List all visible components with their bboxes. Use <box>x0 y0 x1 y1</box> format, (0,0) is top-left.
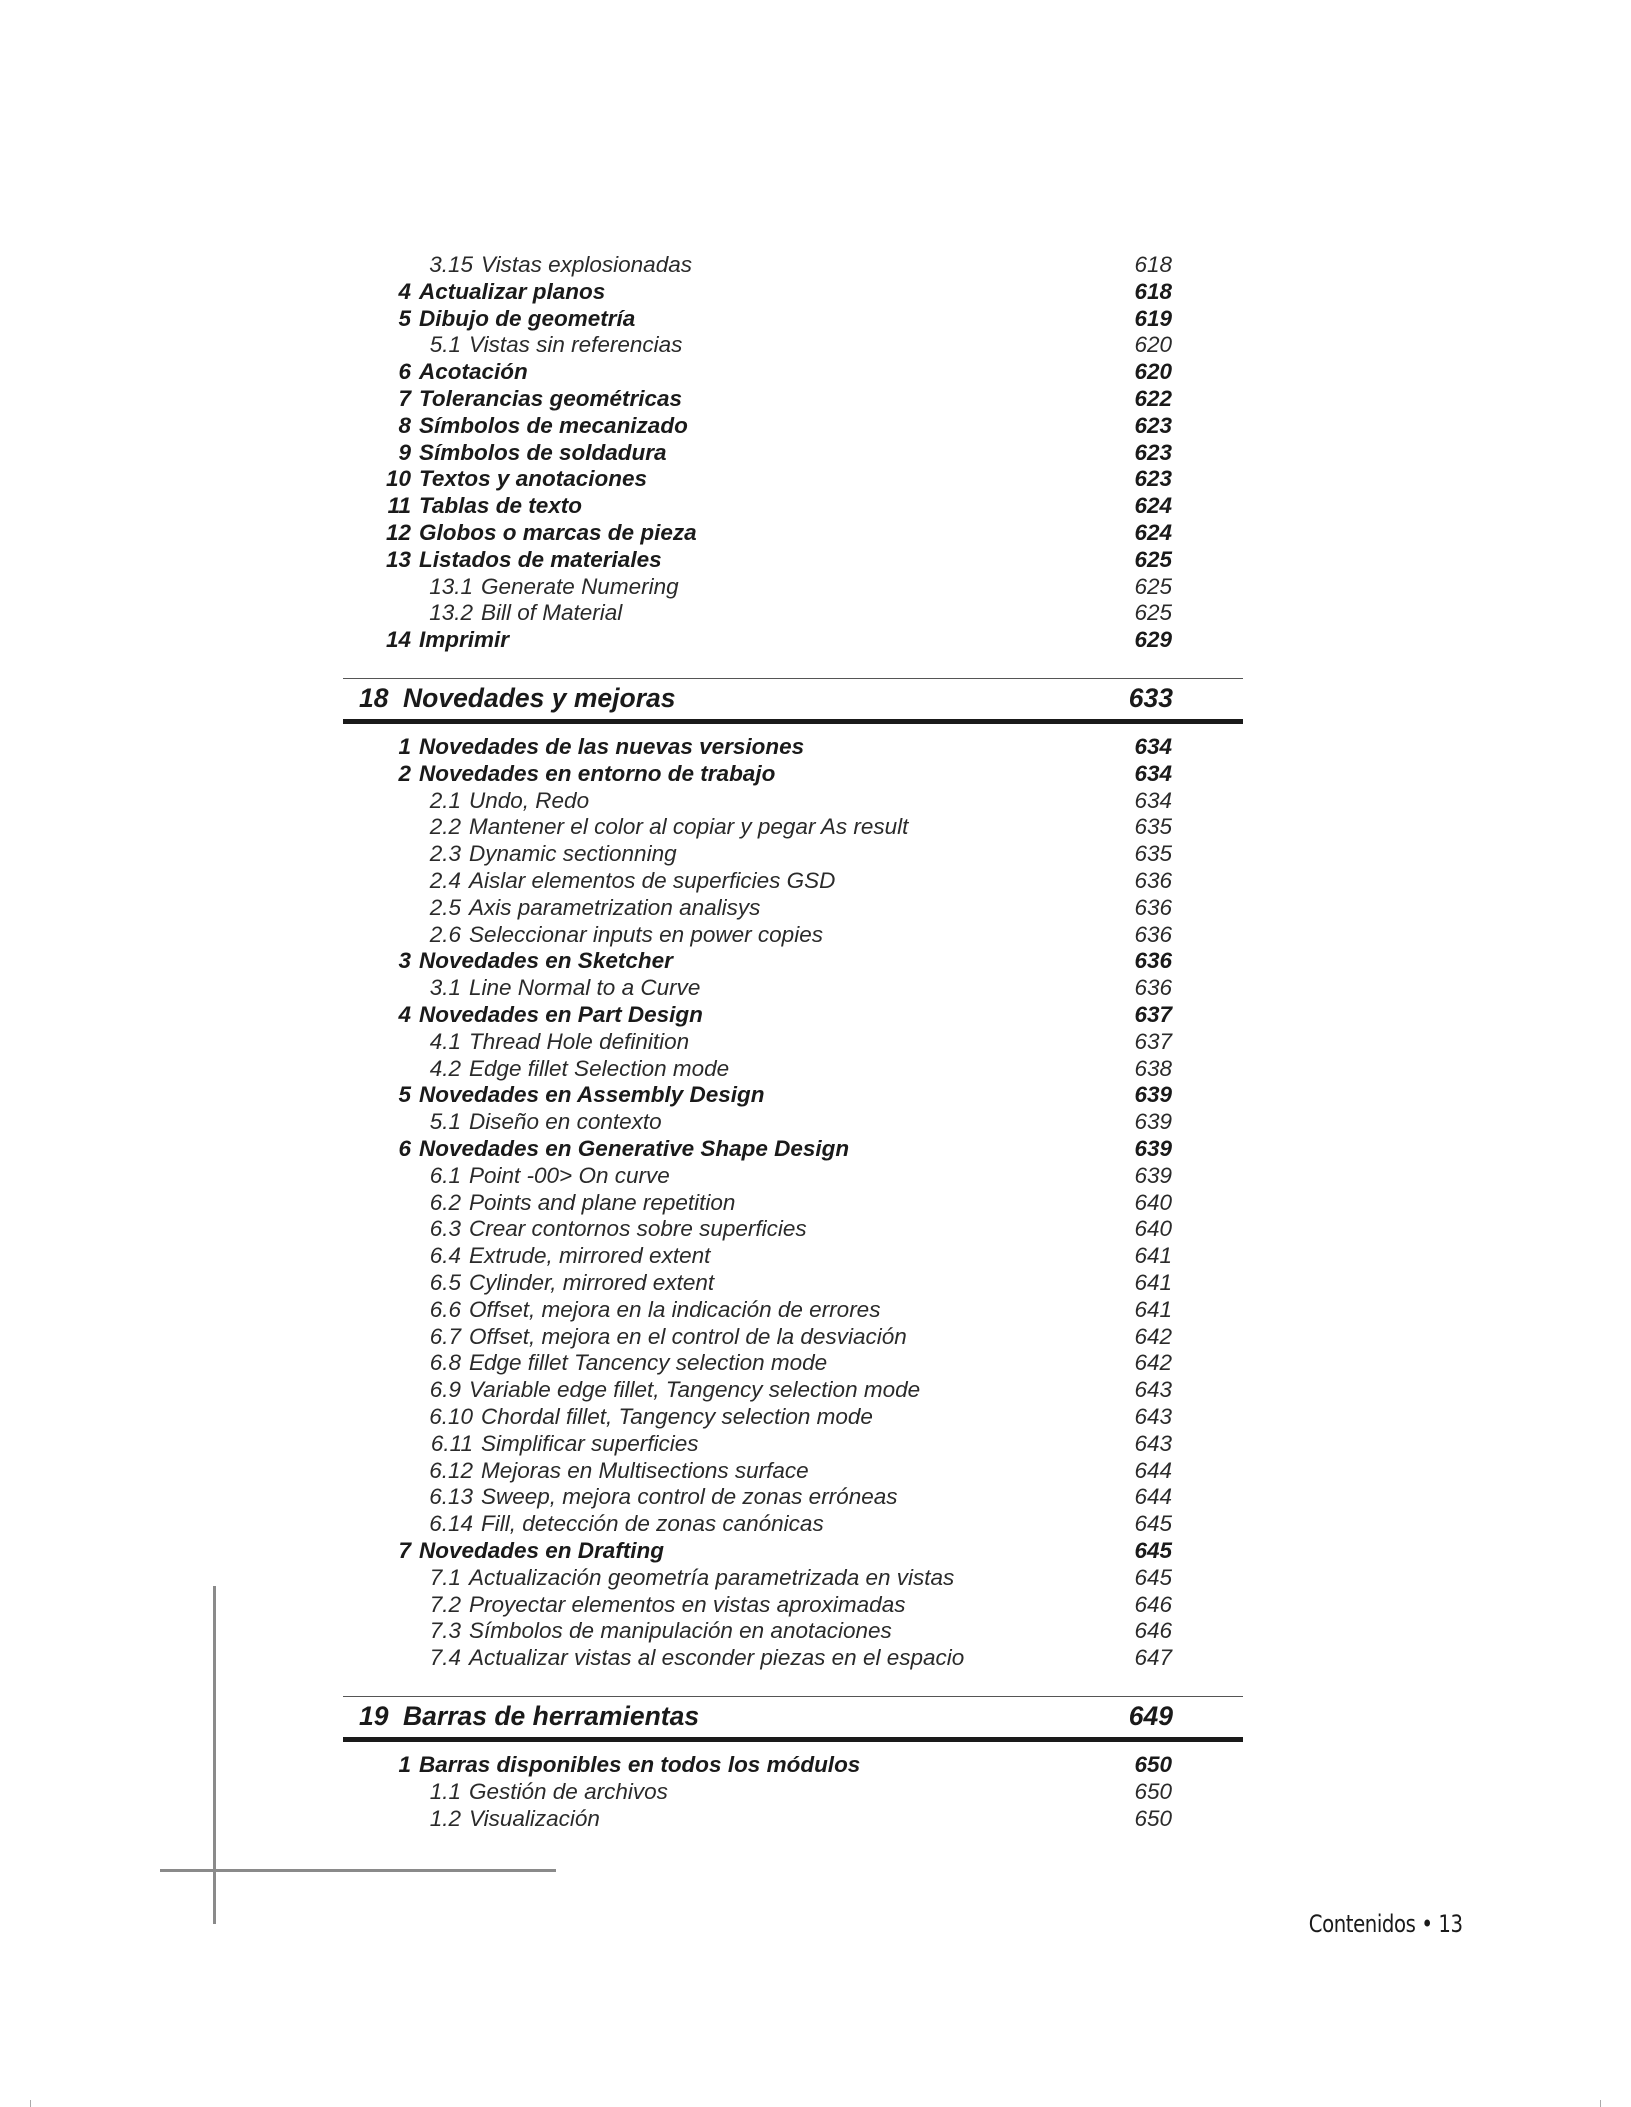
entry-number: 6.3 <box>429 1216 461 1242</box>
entry-number: 7.4 <box>429 1645 461 1671</box>
entry-title: Mejoras en Multisections surface <box>481 1457 809 1483</box>
toc-subentry <box>0 975 1172 1001</box>
entry-title: Actualizar planos <box>419 278 606 304</box>
entry-title: Visualización <box>469 1805 600 1831</box>
entry-number: 13 <box>385 546 411 572</box>
toc-subentry <box>0 252 1172 278</box>
entry-title: Diseño en contexto <box>469 1109 662 1135</box>
toc-subentry <box>0 1270 1172 1296</box>
entry-number: 6.7 <box>429 1323 461 1349</box>
entry-number: 6 <box>398 1136 411 1161</box>
entry-title: Dibujo de geometría <box>419 305 636 331</box>
toc-subentry <box>0 814 1172 840</box>
entry-page: 623 <box>1134 412 1172 438</box>
entry-page: 637 <box>1134 1028 1172 1054</box>
entry-title: Barras disponibles en todos los módulos <box>419 1752 861 1777</box>
toc-entry <box>0 948 1172 974</box>
entry-title: Line Normal to a Curve <box>469 975 701 1001</box>
toc-subentry <box>0 1056 1172 1082</box>
entry-title: Novedades en Assembly Design <box>419 1082 765 1108</box>
entry-page: 622 <box>1134 386 1172 411</box>
entry-page: 643 <box>1134 1377 1172 1403</box>
entry-title: Vistas explosionadas <box>481 252 692 277</box>
entry-number: 6.8 <box>429 1350 461 1376</box>
entry-page: 636 <box>1134 921 1172 947</box>
entry-number: 4.2 <box>429 1055 461 1081</box>
entry-number: 5.1 <box>429 1109 461 1135</box>
toc-entry <box>0 413 1172 439</box>
entry-title: Edge fillet Tancency selection mode <box>469 1350 828 1376</box>
entry-title: Textos y anotaciones <box>419 466 647 492</box>
toc-entry <box>0 547 1172 573</box>
entry-number: 9 <box>398 439 411 465</box>
chapter-page: 633 <box>1128 683 1173 713</box>
entry-page: 639 <box>1134 1082 1172 1108</box>
entry-title: Novedades en entorno de trabajo <box>419 760 776 786</box>
entry-number: 1 <box>398 1752 411 1777</box>
entry-page: 646 <box>1134 1591 1172 1617</box>
entry-title: Novedades en Part Design <box>419 1002 703 1027</box>
entry-title: Mantener el color al copiar y pegar As result <box>469 814 909 840</box>
entry-title: Globos o marcas de pieza <box>419 520 697 545</box>
chapter-heading <box>343 1696 1243 1742</box>
crop-mark-vertical <box>213 1586 216 1924</box>
entry-page: 625 <box>1134 546 1172 572</box>
entry-number: 6.12 <box>429 1457 473 1483</box>
entry-title: Offset, mejora en el control de la desviación <box>469 1323 907 1349</box>
toc-entry <box>0 734 1172 760</box>
toc-subentry <box>0 1324 1172 1350</box>
chapter-title: Novedades y mejoras <box>403 683 676 713</box>
toc-entry <box>0 520 1172 546</box>
toc-subentry <box>0 1297 1172 1323</box>
entry-title: Novedades en Drafting <box>419 1538 665 1563</box>
toc-subentry <box>0 1377 1172 1403</box>
crop-mark-horizontal <box>160 1869 556 1872</box>
entry-title: Novedades en Generative Shape Design <box>419 1136 850 1161</box>
entry-number: 2.1 <box>429 787 461 813</box>
entry-title: Cylinder, mirrored extent <box>469 1270 715 1295</box>
entry-number: 2.2 <box>429 814 461 840</box>
entry-title: Novedades de las nuevas versiones <box>419 734 805 759</box>
entry-page: 641 <box>1134 1243 1172 1269</box>
entry-title: Proyectar elementos en vistas aproximadas <box>469 1591 906 1617</box>
entry-number: 6.9 <box>429 1377 461 1403</box>
entry-page: 634 <box>1134 760 1172 786</box>
entry-number: 11 <box>387 493 411 519</box>
entry-number: 3.15 <box>429 252 473 277</box>
entry-page: 641 <box>1134 1296 1172 1322</box>
toc-subentry <box>0 1109 1172 1135</box>
toc-subentry <box>0 1618 1172 1644</box>
chapter-number: 18 <box>359 683 389 713</box>
toc-subentry <box>0 332 1172 358</box>
toc-subentry <box>0 1350 1172 1376</box>
entry-title: Points and plane repetition <box>469 1189 736 1215</box>
toc-subentry <box>0 1458 1172 1484</box>
entry-page: 625 <box>1134 600 1172 626</box>
toc-entry <box>0 386 1172 412</box>
entry-number: 2.6 <box>429 921 461 947</box>
toc-entry <box>0 279 1172 305</box>
entry-page: 625 <box>1134 573 1172 599</box>
toc-subentry <box>0 1190 1172 1216</box>
entry-page: 635 <box>1134 841 1172 867</box>
entry-number: 14 <box>385 627 411 653</box>
entry-number: 7.1 <box>429 1564 461 1590</box>
entry-page: 624 <box>1134 493 1172 519</box>
entry-page: 629 <box>1134 627 1172 653</box>
entry-title: Tolerancias geométricas <box>419 386 683 411</box>
entry-page: 634 <box>1134 787 1172 813</box>
entry-number: 4 <box>398 278 411 304</box>
entry-page: 639 <box>1134 1109 1172 1135</box>
entry-page: 636 <box>1134 894 1172 920</box>
entry-number: 6.11 <box>430 1430 473 1456</box>
entry-number: 2 <box>398 760 411 786</box>
entry-number: 3 <box>398 948 411 974</box>
entry-page: 634 <box>1134 734 1172 759</box>
entry-page: 639 <box>1134 1162 1172 1188</box>
toc-subentry <box>0 600 1172 626</box>
entry-title: Axis parametrization analisys <box>469 894 761 920</box>
entry-number: 10 <box>385 466 411 492</box>
entry-number: 6.1 <box>429 1162 461 1188</box>
entry-title: Gestión de archivos <box>469 1778 668 1804</box>
toc-entry <box>0 1002 1172 1028</box>
trim-tick <box>1600 2100 1601 2107</box>
entry-page: 650 <box>1134 1805 1172 1831</box>
entry-title: Undo, Redo <box>469 787 590 813</box>
entry-title: Imprimir <box>419 627 510 653</box>
entry-page: 636 <box>1134 975 1172 1001</box>
entry-number: 13.2 <box>429 600 473 626</box>
toc-subentry <box>0 574 1172 600</box>
toc-subentry <box>0 1511 1172 1537</box>
entry-number: 7.2 <box>429 1591 461 1617</box>
chapter-title: Barras de herramientas <box>403 1701 700 1731</box>
entry-page: 619 <box>1134 305 1172 331</box>
toc-entry <box>0 359 1172 385</box>
entry-page: 644 <box>1134 1457 1172 1483</box>
entry-page: 636 <box>1134 868 1172 893</box>
toc-entry <box>0 493 1172 519</box>
entry-title: Chordal fillet, Tangency selection mode <box>481 1404 873 1429</box>
toc-subentry <box>0 1431 1172 1457</box>
entry-number: 2.5 <box>429 894 461 920</box>
toc-entry <box>0 627 1172 653</box>
entry-title: Simplificar superficies <box>481 1430 699 1456</box>
entry-number: 1.1 <box>429 1778 461 1804</box>
entry-page: 639 <box>1134 1136 1172 1161</box>
entry-page: 636 <box>1134 948 1172 974</box>
entry-page: 620 <box>1134 332 1172 358</box>
entry-page: 618 <box>1134 252 1172 277</box>
entry-number: 6.14 <box>429 1511 473 1537</box>
entry-title: Símbolos de manipulación en anotaciones <box>469 1618 892 1644</box>
entry-page: 642 <box>1134 1323 1172 1349</box>
entry-title: Acotación <box>419 359 528 385</box>
entry-page: 645 <box>1134 1511 1172 1537</box>
toc-subentry <box>0 922 1172 948</box>
entry-number: 6.2 <box>429 1189 461 1215</box>
entry-title: Símbolos de mecanizado <box>419 412 688 438</box>
toc-subentry <box>0 1216 1172 1242</box>
toc-subentry <box>0 788 1172 814</box>
toc-subentry <box>0 1779 1172 1805</box>
toc-entry <box>0 1538 1172 1564</box>
entry-number: 5.1 <box>429 332 461 358</box>
entry-number: 6.13 <box>429 1484 473 1510</box>
toc-entry <box>0 761 1172 787</box>
entry-page: 650 <box>1134 1778 1172 1804</box>
entry-page: 650 <box>1134 1752 1172 1777</box>
entry-title: Seleccionar inputs en power copies <box>469 921 823 947</box>
entry-title: Edge fillet Selection mode <box>469 1055 730 1081</box>
entry-page: 642 <box>1134 1350 1172 1376</box>
entry-title: Dynamic sectionning <box>469 841 677 867</box>
toc-subentry <box>0 1029 1172 1055</box>
entry-title: Fill, detección de zonas canónicas <box>481 1511 824 1537</box>
toc-entry <box>0 1752 1172 1778</box>
entry-title: Crear contornos sobre superficies <box>469 1216 807 1242</box>
entry-page: 638 <box>1134 1055 1172 1081</box>
toc-subentry <box>0 1484 1172 1510</box>
entry-page: 643 <box>1134 1430 1172 1456</box>
entry-page: 635 <box>1134 814 1172 840</box>
page-footer: Contenidos • 13 <box>1309 1910 1463 1938</box>
entry-title: Bill of Material <box>481 600 623 626</box>
entry-number: 7.3 <box>429 1618 461 1644</box>
toc-subentry <box>0 1404 1172 1430</box>
entry-page: 637 <box>1134 1002 1172 1027</box>
entry-number: 7 <box>398 1538 411 1563</box>
entry-page: 623 <box>1134 466 1172 492</box>
trim-tick <box>30 2100 31 2107</box>
entry-title: Thread Hole definition <box>469 1028 690 1054</box>
entry-number: 12 <box>385 520 411 545</box>
entry-page: 623 <box>1134 439 1172 465</box>
entry-title: Novedades en Sketcher <box>419 948 673 974</box>
entry-title: Actualización geometría parametrizada en vistas <box>469 1564 955 1590</box>
entry-number: 7 <box>398 386 411 411</box>
entry-number: 6.10 <box>429 1404 473 1429</box>
entry-page: 640 <box>1134 1189 1172 1215</box>
toc-subentry <box>0 1592 1172 1618</box>
entry-page: 646 <box>1134 1618 1172 1644</box>
chapter-heading <box>343 678 1243 724</box>
entry-title: Aislar elementos de superficies GSD <box>469 868 836 893</box>
entry-page: 645 <box>1134 1564 1172 1590</box>
entry-page: 620 <box>1134 359 1172 385</box>
entry-title: Point -00> On curve <box>469 1162 670 1188</box>
entry-page: 645 <box>1134 1538 1172 1563</box>
entry-title: Offset, mejora en la indicación de errores <box>469 1296 881 1322</box>
entry-title: Variable edge fillet, Tangency selection mode <box>469 1377 921 1403</box>
entry-number: 6 <box>398 359 411 385</box>
entry-number: 2.3 <box>429 841 461 867</box>
entry-number: 6.5 <box>429 1270 461 1295</box>
entry-title: Actualizar vistas al esconder piezas en el espacio <box>469 1645 965 1671</box>
entry-number: 6.4 <box>429 1243 461 1269</box>
entry-page: 643 <box>1134 1404 1172 1429</box>
entry-title: Vistas sin referencias <box>469 332 683 358</box>
toc-subentry <box>0 895 1172 921</box>
chapter-page: 649 <box>1128 1701 1173 1731</box>
entry-title: Tablas de texto <box>419 493 582 519</box>
toc-subentry <box>0 1806 1172 1832</box>
entry-number: 13.1 <box>429 573 473 599</box>
entry-title: Listados de materiales <box>419 546 662 572</box>
toc-subentry <box>0 1163 1172 1189</box>
entry-page: 644 <box>1134 1484 1172 1510</box>
toc-entry <box>0 1136 1172 1162</box>
toc-subentry <box>0 1243 1172 1269</box>
entry-number: 1.2 <box>429 1805 461 1831</box>
entry-number: 1 <box>398 734 411 759</box>
entry-number: 8 <box>398 412 411 438</box>
entry-number: 6.6 <box>429 1296 461 1322</box>
entry-page: 624 <box>1134 520 1172 545</box>
toc-entry <box>0 1082 1172 1108</box>
toc-entry <box>0 440 1172 466</box>
toc-subentry <box>0 841 1172 867</box>
entry-number: 5 <box>398 1082 411 1108</box>
entry-page: 641 <box>1134 1270 1172 1295</box>
entry-page: 640 <box>1134 1216 1172 1242</box>
toc-entry <box>0 306 1172 332</box>
entry-number: 2.4 <box>429 868 461 893</box>
toc-subentry <box>0 868 1172 894</box>
entry-number: 4 <box>398 1002 411 1027</box>
entry-title: Sweep, mejora control de zonas erróneas <box>481 1484 898 1510</box>
chapter-number: 19 <box>359 1701 389 1731</box>
entry-page: 647 <box>1134 1645 1172 1671</box>
toc-subentry <box>0 1645 1172 1671</box>
entry-number: 5 <box>398 305 411 331</box>
entry-number: 3.1 <box>429 975 461 1001</box>
entry-title: Símbolos de soldadura <box>419 439 667 465</box>
toc-entry <box>0 466 1172 492</box>
entry-title: Generate Numering <box>481 573 679 599</box>
entry-page: 618 <box>1134 278 1172 304</box>
entry-title: Extrude, mirrored extent <box>469 1243 711 1269</box>
entry-number: 4.1 <box>429 1028 461 1054</box>
toc-subentry <box>0 1565 1172 1591</box>
